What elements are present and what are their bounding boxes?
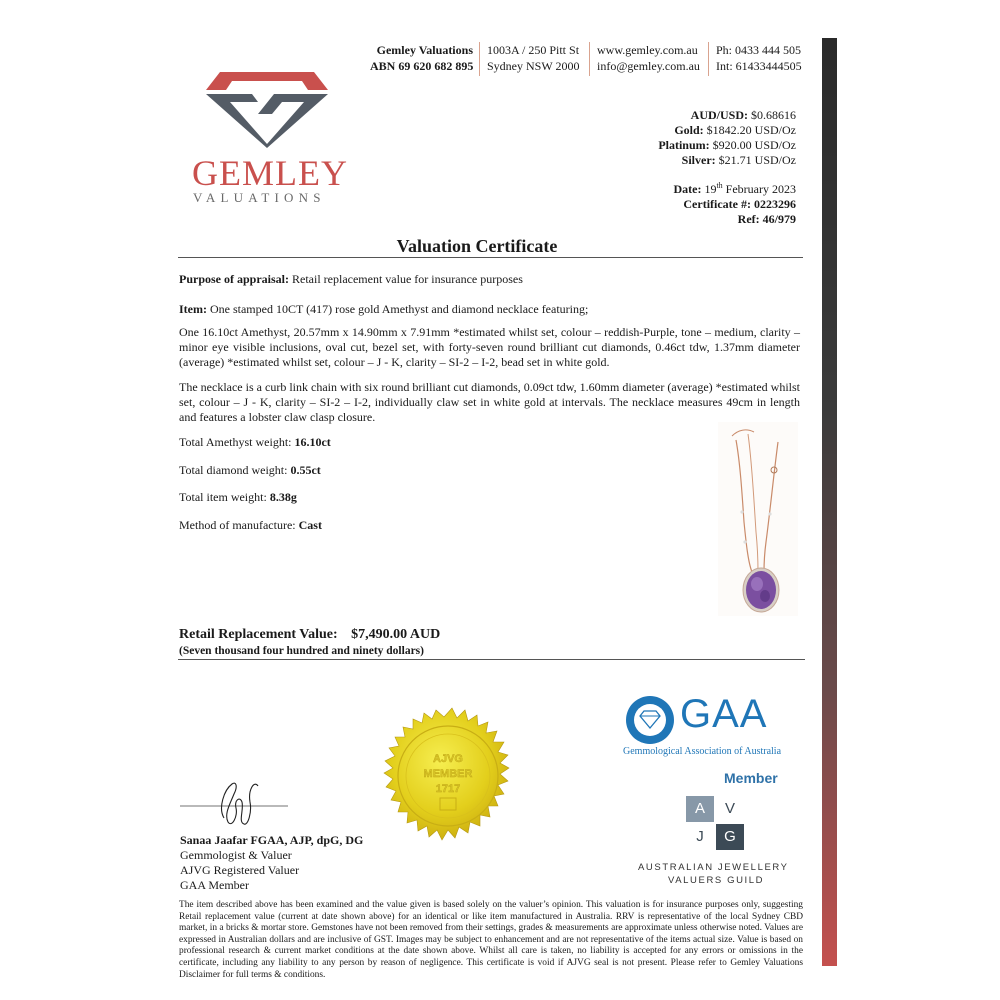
gold-label: Gold: [674, 123, 704, 137]
silver-label: Silver: [681, 153, 716, 167]
company-abn: ABN 69 620 682 895 [370, 59, 474, 73]
necklace-photo [718, 422, 798, 616]
retail-rule [178, 659, 805, 660]
seal-line2: MEMBER [423, 768, 473, 780]
intl-number: Int: 61433444505 [716, 59, 802, 73]
address-line1: 1003A / 250 Pitt St [487, 43, 580, 57]
header-divider [589, 42, 590, 76]
purpose-value: Retail replacement value for insurance purposes [292, 272, 523, 286]
header-web-col [597, 42, 700, 74]
handwritten-signature [180, 772, 300, 832]
seal-line1: AJVG [433, 753, 463, 765]
email-link[interactable]: info@gemley.com.au [597, 59, 700, 73]
date-day: 19 [704, 182, 717, 196]
gemley-diamond-icon [192, 68, 342, 148]
header-phone-col [716, 42, 802, 74]
company-name: Gemley Valuations [376, 43, 473, 57]
ajvg-tile-v: V [716, 796, 744, 822]
address-line2: Sydney NSW 2000 [487, 59, 580, 73]
description-chain: The necklace is a curb link chain with six round brilliant cut diamonds, 0.09ct tdw, 1.60mm diameter (average) *estimated whilst set, colour – J - K, clarity – SI-2 – I-2, individually claw set in white gold at intervals. The necklace measures 49cm in length and features a lobster claw clasp closure. [179, 380, 800, 424]
brand-name: GEMLEY [192, 153, 348, 193]
gaa-full-name: Gemmological Association of Australia [623, 746, 782, 757]
cert-value: 0223296 [754, 197, 796, 211]
brand-subtitle: VALUATIONS [193, 190, 326, 205]
ajvg-logo [636, 796, 796, 892]
silver-value: $21.71 USD/Oz [718, 153, 796, 167]
item-label: Item: [179, 302, 207, 316]
gaa-logo [622, 694, 792, 794]
certificate-meta [673, 178, 796, 227]
date-label: Date: [673, 182, 702, 196]
gaa-member-label: Member [724, 770, 778, 786]
page-title: Valuation Certificate [396, 236, 558, 256]
metal-rates [658, 108, 796, 168]
gaa-emblem-icon [624, 694, 676, 746]
signatory-role2: AJVG Registered Valuer [180, 863, 300, 877]
seal-line3: 1717 [435, 783, 461, 795]
description-stone: One 16.10ct Amethyst, 20.57mm x 14.90mm x 7.91mm *estimated whilst set, colour – reddish-Purple, tone – medium, clarity – minor eye visible inclusions, oval cut, bezel set, with forty-seven round brilliant cut diamonds, 0.46ct tdw, 1.37mm diameter (average) *estimated whilst set, colour – J - K, clarity – SI-2 – I-2, bead set in white gold. [179, 325, 800, 369]
spec-diamond-weight: Total diamond weight: 0.55ct [179, 463, 321, 477]
decorative-side-bar [822, 38, 837, 966]
retail-value-line [179, 627, 440, 643]
signatory-name: Sanaa Jaafar FGAA, AJP, dpG, DG [180, 833, 364, 847]
signatory-role1: Gemmologist & Valuer [180, 848, 292, 862]
date-rest: February 2023 [725, 182, 796, 196]
disclaimer-text: The item described above has been examined and the value given is based solely on the valuer’s opinion. This valuation is for insurance purposes only, suggesting Retail replacement value (current at date shown above) for an identical or like item manufactured in Australia. RRV is representative of the local Sydney CBD market, in a bricks & mortar store. Gemstones have not been removed from their settings, grades & measurements are approximate unless otherwise noted. Values are expressed in Australian dollars and are inclusive of GST. Images may be subject to enhancement and are not representative of the items actual size. Value is based on professional research & current market conditions at the date shown above. Whilst all care is taken, no liability is accepted for any errors or omissions in the certificate, including any liability to any person by reason of negligence. This certificate is void if AJVG seal is not present. Please refer to Gemley Valuations Disclaimer for full terms & conditions. [179, 900, 803, 980]
gold-value: $1842.20 USD/Oz [706, 123, 796, 137]
phone-number: Ph: 0433 444 505 [716, 43, 802, 57]
website-link[interactable]: www.gemley.com.au [597, 43, 698, 57]
header-divider [708, 42, 709, 76]
item-value: One stamped 10CT (417) rose gold Amethyst and diamond necklace featuring; [209, 302, 589, 316]
signatory-role3: GAA Member [180, 878, 249, 892]
gemley-logo [192, 68, 348, 208]
spec-amethyst-weight: Total Amethyst weight: 16.10ct [179, 435, 331, 449]
title-rule [178, 257, 803, 258]
header-address-col [487, 42, 579, 74]
platinum-label: Platinum: [658, 138, 710, 152]
ref-label: Ref: [737, 212, 760, 226]
retail-value-words: (Seven thousand four hundred and ninety dollars) [179, 645, 424, 657]
aud-value: $0.68616 [751, 108, 796, 122]
ajvg-name-line1: AUSTRALIAN JEWELLERY [638, 862, 789, 873]
date-suffix: th [716, 181, 723, 190]
cert-label: Certificate #: [683, 197, 751, 211]
signatory-block [180, 833, 363, 893]
header-divider [479, 42, 480, 76]
necklace-image [718, 422, 798, 616]
retail-value: $7,490.00 AUD [351, 627, 441, 642]
gold-seal-icon [372, 706, 532, 866]
ref-value: 46/979 [762, 212, 796, 226]
signature [180, 772, 300, 832]
ajvg-tile-j: J [686, 824, 714, 850]
ajvg-name-line2: VALUERS GUILD [668, 875, 765, 886]
item-line [179, 302, 799, 317]
purpose-label: Purpose of appraisal: [179, 272, 290, 286]
ajvg-seal [372, 706, 532, 866]
spec-manufacture-method: Method of manufacture: Cast [179, 518, 322, 532]
gaa-acronym: GAA [680, 692, 768, 736]
purpose-line [179, 272, 799, 287]
retail-label: Retail Replacement Value: [179, 627, 338, 642]
spec-item-weight: Total item weight: 8.38g [179, 490, 297, 504]
header-company-col [370, 42, 473, 74]
ajvg-tile-a: A [686, 796, 714, 822]
ajvg-tile-g: G [716, 824, 744, 850]
platinum-value: $920.00 USD/Oz [712, 138, 796, 152]
aud-label: AUD/USD: [690, 108, 748, 122]
